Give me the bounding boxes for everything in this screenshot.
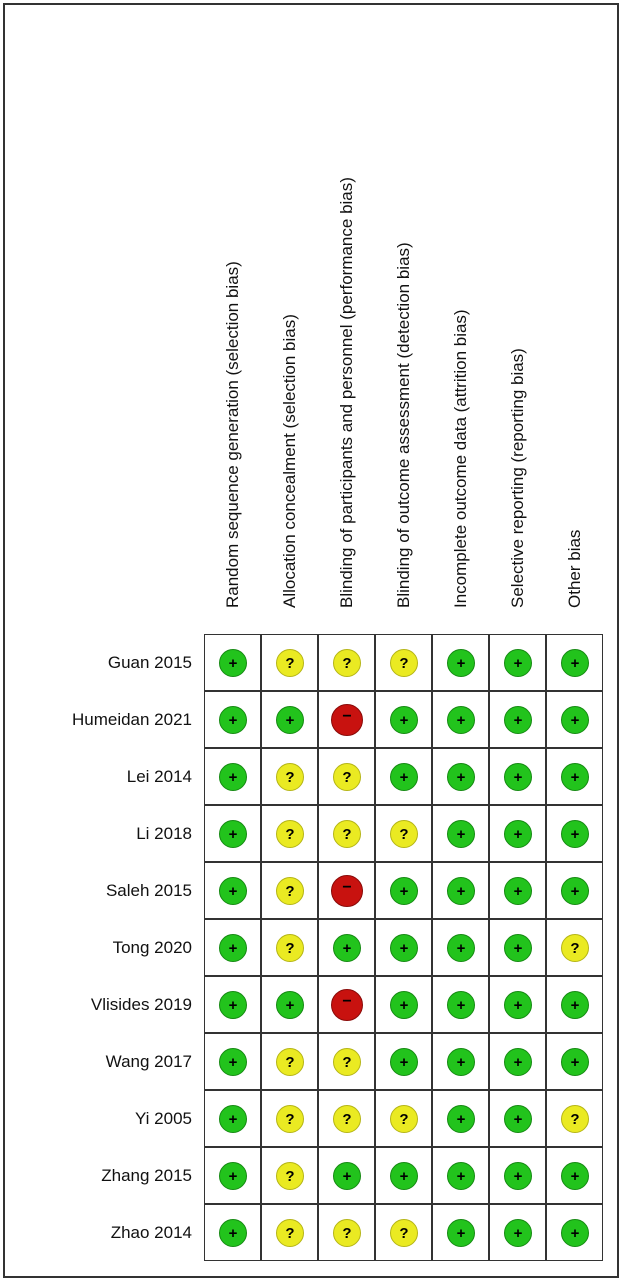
risk-symbol: ? [399,1111,409,1128]
risk-symbol: ? [285,1168,295,1185]
risk-symbol: + [456,655,466,672]
low-risk-marker [504,1219,532,1247]
low-risk-marker [447,649,475,677]
table-cell [432,805,489,862]
high-risk-marker [331,704,363,736]
low-risk-marker [390,763,418,791]
table-cell [432,691,489,748]
table-cell [204,1033,261,1090]
table-cell [489,748,546,805]
risk-symbol: + [456,1111,466,1128]
table-cell [546,1147,603,1204]
table-cell [489,805,546,862]
unclear-risk-marker [333,763,361,791]
column-header-text: Allocation concealment (selection bias) [279,314,299,608]
table-cell [204,1147,261,1204]
risk-symbol: ? [399,1225,409,1242]
low-risk-marker [219,991,247,1019]
unclear-risk-marker [276,649,304,677]
table-cell [546,1033,603,1090]
table-cell [375,976,432,1033]
table-cell [432,1090,489,1147]
table-cell [261,919,318,976]
table-cell [261,634,318,691]
table-cell [432,919,489,976]
table-cell [489,691,546,748]
study-label: Humeidan 2021 [71,710,192,729]
risk-symbol: ? [342,1111,352,1128]
risk-symbol: ? [285,769,295,786]
low-risk-marker [447,706,475,734]
risk-symbol: ? [570,940,580,957]
table-cell [432,634,489,691]
table-cell [546,919,603,976]
risk-symbol: + [399,1168,409,1185]
risk-symbol: + [456,1225,466,1242]
table-cell [546,862,603,919]
low-risk-marker [561,649,589,677]
risk-symbol: + [399,1054,409,1071]
risk-symbol: + [456,1168,466,1185]
risk-symbol: + [456,940,466,957]
table-cell [546,748,603,805]
risk-symbol: + [456,826,466,843]
table-cell [375,1090,432,1147]
risk-symbol: + [399,997,409,1014]
risk-symbol: + [513,826,523,843]
risk-symbol: + [570,997,580,1014]
table-cell [261,1147,318,1204]
table-cell [204,862,261,919]
risk-symbol: ? [285,940,295,957]
unclear-risk-marker [276,1162,304,1190]
unclear-risk-marker [333,1219,361,1247]
column-header [219,0,247,632]
risk-symbol: + [399,769,409,786]
risk-symbol: + [399,940,409,957]
low-risk-marker [504,991,532,1019]
table-cell [375,1147,432,1204]
risk-symbol: + [342,940,352,957]
low-risk-marker [447,1105,475,1133]
risk-symbol: ? [285,883,295,900]
risk-symbol: + [342,1168,352,1185]
risk-symbol: ? [285,1111,295,1128]
low-risk-marker [504,1048,532,1076]
risk-symbol: + [228,940,238,957]
table-cell [432,862,489,919]
risk-symbol: + [228,769,238,786]
unclear-risk-marker [276,763,304,791]
study-label: Saleh 2015 [105,881,192,900]
risk-symbol: + [570,1168,580,1185]
low-risk-marker [219,706,247,734]
risk-symbol: + [456,997,466,1014]
low-risk-marker [561,1219,589,1247]
table-cell [546,805,603,862]
table-cell [261,1090,318,1147]
risk-symbol: ? [285,1225,295,1242]
table-cell [204,691,261,748]
unclear-risk-marker [333,649,361,677]
table-cell [204,1204,261,1261]
low-risk-marker [390,1162,418,1190]
column-header [447,0,475,632]
table-cell [489,919,546,976]
table-cell [318,976,375,1033]
low-risk-marker [561,991,589,1019]
low-risk-marker [504,763,532,791]
risk-symbol: + [513,1168,523,1185]
table-cell [318,634,375,691]
risk-symbol: + [228,883,238,900]
low-risk-marker [219,934,247,962]
low-risk-marker [276,706,304,734]
study-label: Zhao 2014 [110,1223,192,1242]
risk-symbol: ? [399,655,409,672]
risk-symbol: + [570,769,580,786]
table-cell [261,862,318,919]
table-cell [204,805,261,862]
risk-symbol: ? [342,826,352,843]
unclear-risk-marker [561,1105,589,1133]
study-label: Yi 2005 [134,1109,192,1128]
risk-symbol: + [513,940,523,957]
table-cell [489,1147,546,1204]
table-cell [318,805,375,862]
study-label: Guan 2015 [107,653,192,672]
unclear-risk-marker [333,1105,361,1133]
risk-symbol: ? [285,655,295,672]
column-header-text: Other bias [564,529,584,608]
unclear-risk-marker [333,820,361,848]
unclear-risk-marker [276,1219,304,1247]
table-cell [261,1033,318,1090]
risk-symbol: + [570,826,580,843]
risk-of-bias-grid [204,634,603,1261]
table-cell [375,919,432,976]
column-header-text: Selective reporting (reporting bias) [507,348,527,608]
risk-symbol: + [513,1225,523,1242]
low-risk-marker [447,934,475,962]
risk-symbol: − [342,993,352,1010]
table-cell [546,976,603,1033]
table-cell [261,748,318,805]
low-risk-marker [561,877,589,905]
low-risk-marker [219,763,247,791]
table-cell [204,1090,261,1147]
risk-symbol: ? [342,1225,352,1242]
table-cell [432,748,489,805]
table-cell [489,862,546,919]
risk-symbol: ? [285,1054,295,1071]
high-risk-marker [331,989,363,1021]
table-cell [489,1204,546,1261]
study-label: Tong 2020 [112,938,192,957]
low-risk-marker [561,1162,589,1190]
column-header-text: Blinding of participants and personnel (performance bias) [336,177,356,608]
risk-symbol: + [513,655,523,672]
table-cell [546,1090,603,1147]
table-cell [318,1204,375,1261]
risk-symbol: + [285,712,295,729]
risk-symbol: + [228,1168,238,1185]
table-cell [489,1090,546,1147]
table-cell [432,1147,489,1204]
column-header [504,0,532,632]
low-risk-marker [447,820,475,848]
table-cell [318,1033,375,1090]
unclear-risk-marker [561,934,589,962]
risk-symbol: + [228,712,238,729]
study-label: Lei 2014 [126,767,192,786]
table-cell [546,634,603,691]
low-risk-marker [561,1048,589,1076]
column-header-text: Random sequence generation (selection bias) [222,261,242,608]
risk-symbol: + [399,712,409,729]
risk-symbol: ? [570,1111,580,1128]
unclear-risk-marker [276,877,304,905]
low-risk-marker [447,1219,475,1247]
low-risk-marker [219,1162,247,1190]
high-risk-marker [331,875,363,907]
low-risk-marker [504,877,532,905]
low-risk-marker [276,991,304,1019]
table-cell [261,691,318,748]
table-cell [375,862,432,919]
table-cell [318,862,375,919]
risk-symbol: + [228,1054,238,1071]
risk-symbol: + [456,1054,466,1071]
low-risk-marker [447,1048,475,1076]
unclear-risk-marker [276,820,304,848]
risk-symbol: + [513,712,523,729]
table-cell [489,1033,546,1090]
unclear-risk-marker [276,1048,304,1076]
table-cell [261,1204,318,1261]
low-risk-marker [219,1105,247,1133]
low-risk-marker [447,763,475,791]
risk-symbol: + [570,655,580,672]
unclear-risk-marker [390,1219,418,1247]
table-cell [375,634,432,691]
risk-symbol: + [570,712,580,729]
table-cell [318,691,375,748]
risk-symbol: + [456,883,466,900]
risk-symbol: ? [342,655,352,672]
study-label: Li 2018 [136,824,192,843]
low-risk-marker [219,1048,247,1076]
table-cell [546,1204,603,1261]
risk-symbol: + [513,769,523,786]
table-cell [204,634,261,691]
unclear-risk-marker [390,820,418,848]
risk-symbol: + [513,1054,523,1071]
table-cell [375,691,432,748]
low-risk-marker [219,649,247,677]
low-risk-marker [504,820,532,848]
risk-symbol: + [228,997,238,1014]
low-risk-marker [390,991,418,1019]
risk-symbol: ? [285,826,295,843]
table-cell [432,1204,489,1261]
low-risk-marker [504,934,532,962]
low-risk-marker [447,991,475,1019]
unclear-risk-marker [390,649,418,677]
column-header [333,0,361,632]
table-cell [204,748,261,805]
table-cell [489,634,546,691]
low-risk-marker [561,820,589,848]
risk-symbol: ? [342,769,352,786]
low-risk-marker [561,763,589,791]
table-cell [375,1204,432,1261]
risk-symbol: + [228,826,238,843]
low-risk-marker [447,1162,475,1190]
table-cell [318,748,375,805]
unclear-risk-marker [333,1048,361,1076]
table-cell [261,976,318,1033]
risk-symbol: − [342,879,352,896]
risk-symbol: + [456,712,466,729]
table-cell [546,691,603,748]
table-cell [204,919,261,976]
column-header-text: Blinding of outcome assessment (detection bias) [393,242,413,608]
column-header [276,0,304,632]
risk-symbol: − [342,708,352,725]
low-risk-marker [390,1048,418,1076]
table-cell [489,976,546,1033]
study-label: Vlisides 2019 [90,995,192,1014]
low-risk-marker [447,877,475,905]
risk-symbol: + [285,997,295,1014]
column-header [390,0,418,632]
table-cell [375,748,432,805]
risk-symbol: + [570,1054,580,1071]
low-risk-marker [390,706,418,734]
table-cell [261,805,318,862]
risk-symbol: + [456,769,466,786]
column-headers [0,0,624,632]
table-cell [318,1090,375,1147]
risk-symbol: + [513,883,523,900]
risk-symbol: ? [342,1054,352,1071]
unclear-risk-marker [276,1105,304,1133]
risk-symbol: + [228,1111,238,1128]
low-risk-marker [333,934,361,962]
low-risk-marker [219,1219,247,1247]
low-risk-marker [219,820,247,848]
unclear-risk-marker [390,1105,418,1133]
column-header [561,0,589,632]
risk-symbol: ? [399,826,409,843]
table-cell [432,976,489,1033]
table-cell [318,919,375,976]
low-risk-marker [390,877,418,905]
table-cell [375,805,432,862]
risk-symbol: + [513,997,523,1014]
table-cell [432,1033,489,1090]
column-header-text: Incomplete outcome data (attrition bias) [450,309,470,608]
study-label: Wang 2017 [105,1052,192,1071]
risk-symbol: + [228,655,238,672]
risk-symbol: + [228,1225,238,1242]
low-risk-marker [219,877,247,905]
low-risk-marker [504,1162,532,1190]
risk-symbol: + [399,883,409,900]
risk-symbol: + [570,883,580,900]
table-cell [204,976,261,1033]
low-risk-marker [504,649,532,677]
low-risk-marker [504,1105,532,1133]
risk-symbol: + [570,1225,580,1242]
low-risk-marker [504,706,532,734]
low-risk-marker [390,934,418,962]
low-risk-marker [333,1162,361,1190]
low-risk-marker [561,706,589,734]
unclear-risk-marker [276,934,304,962]
table-cell [375,1033,432,1090]
study-label: Zhang 2015 [101,1166,192,1185]
risk-symbol: + [513,1111,523,1128]
table-cell [318,1147,375,1204]
